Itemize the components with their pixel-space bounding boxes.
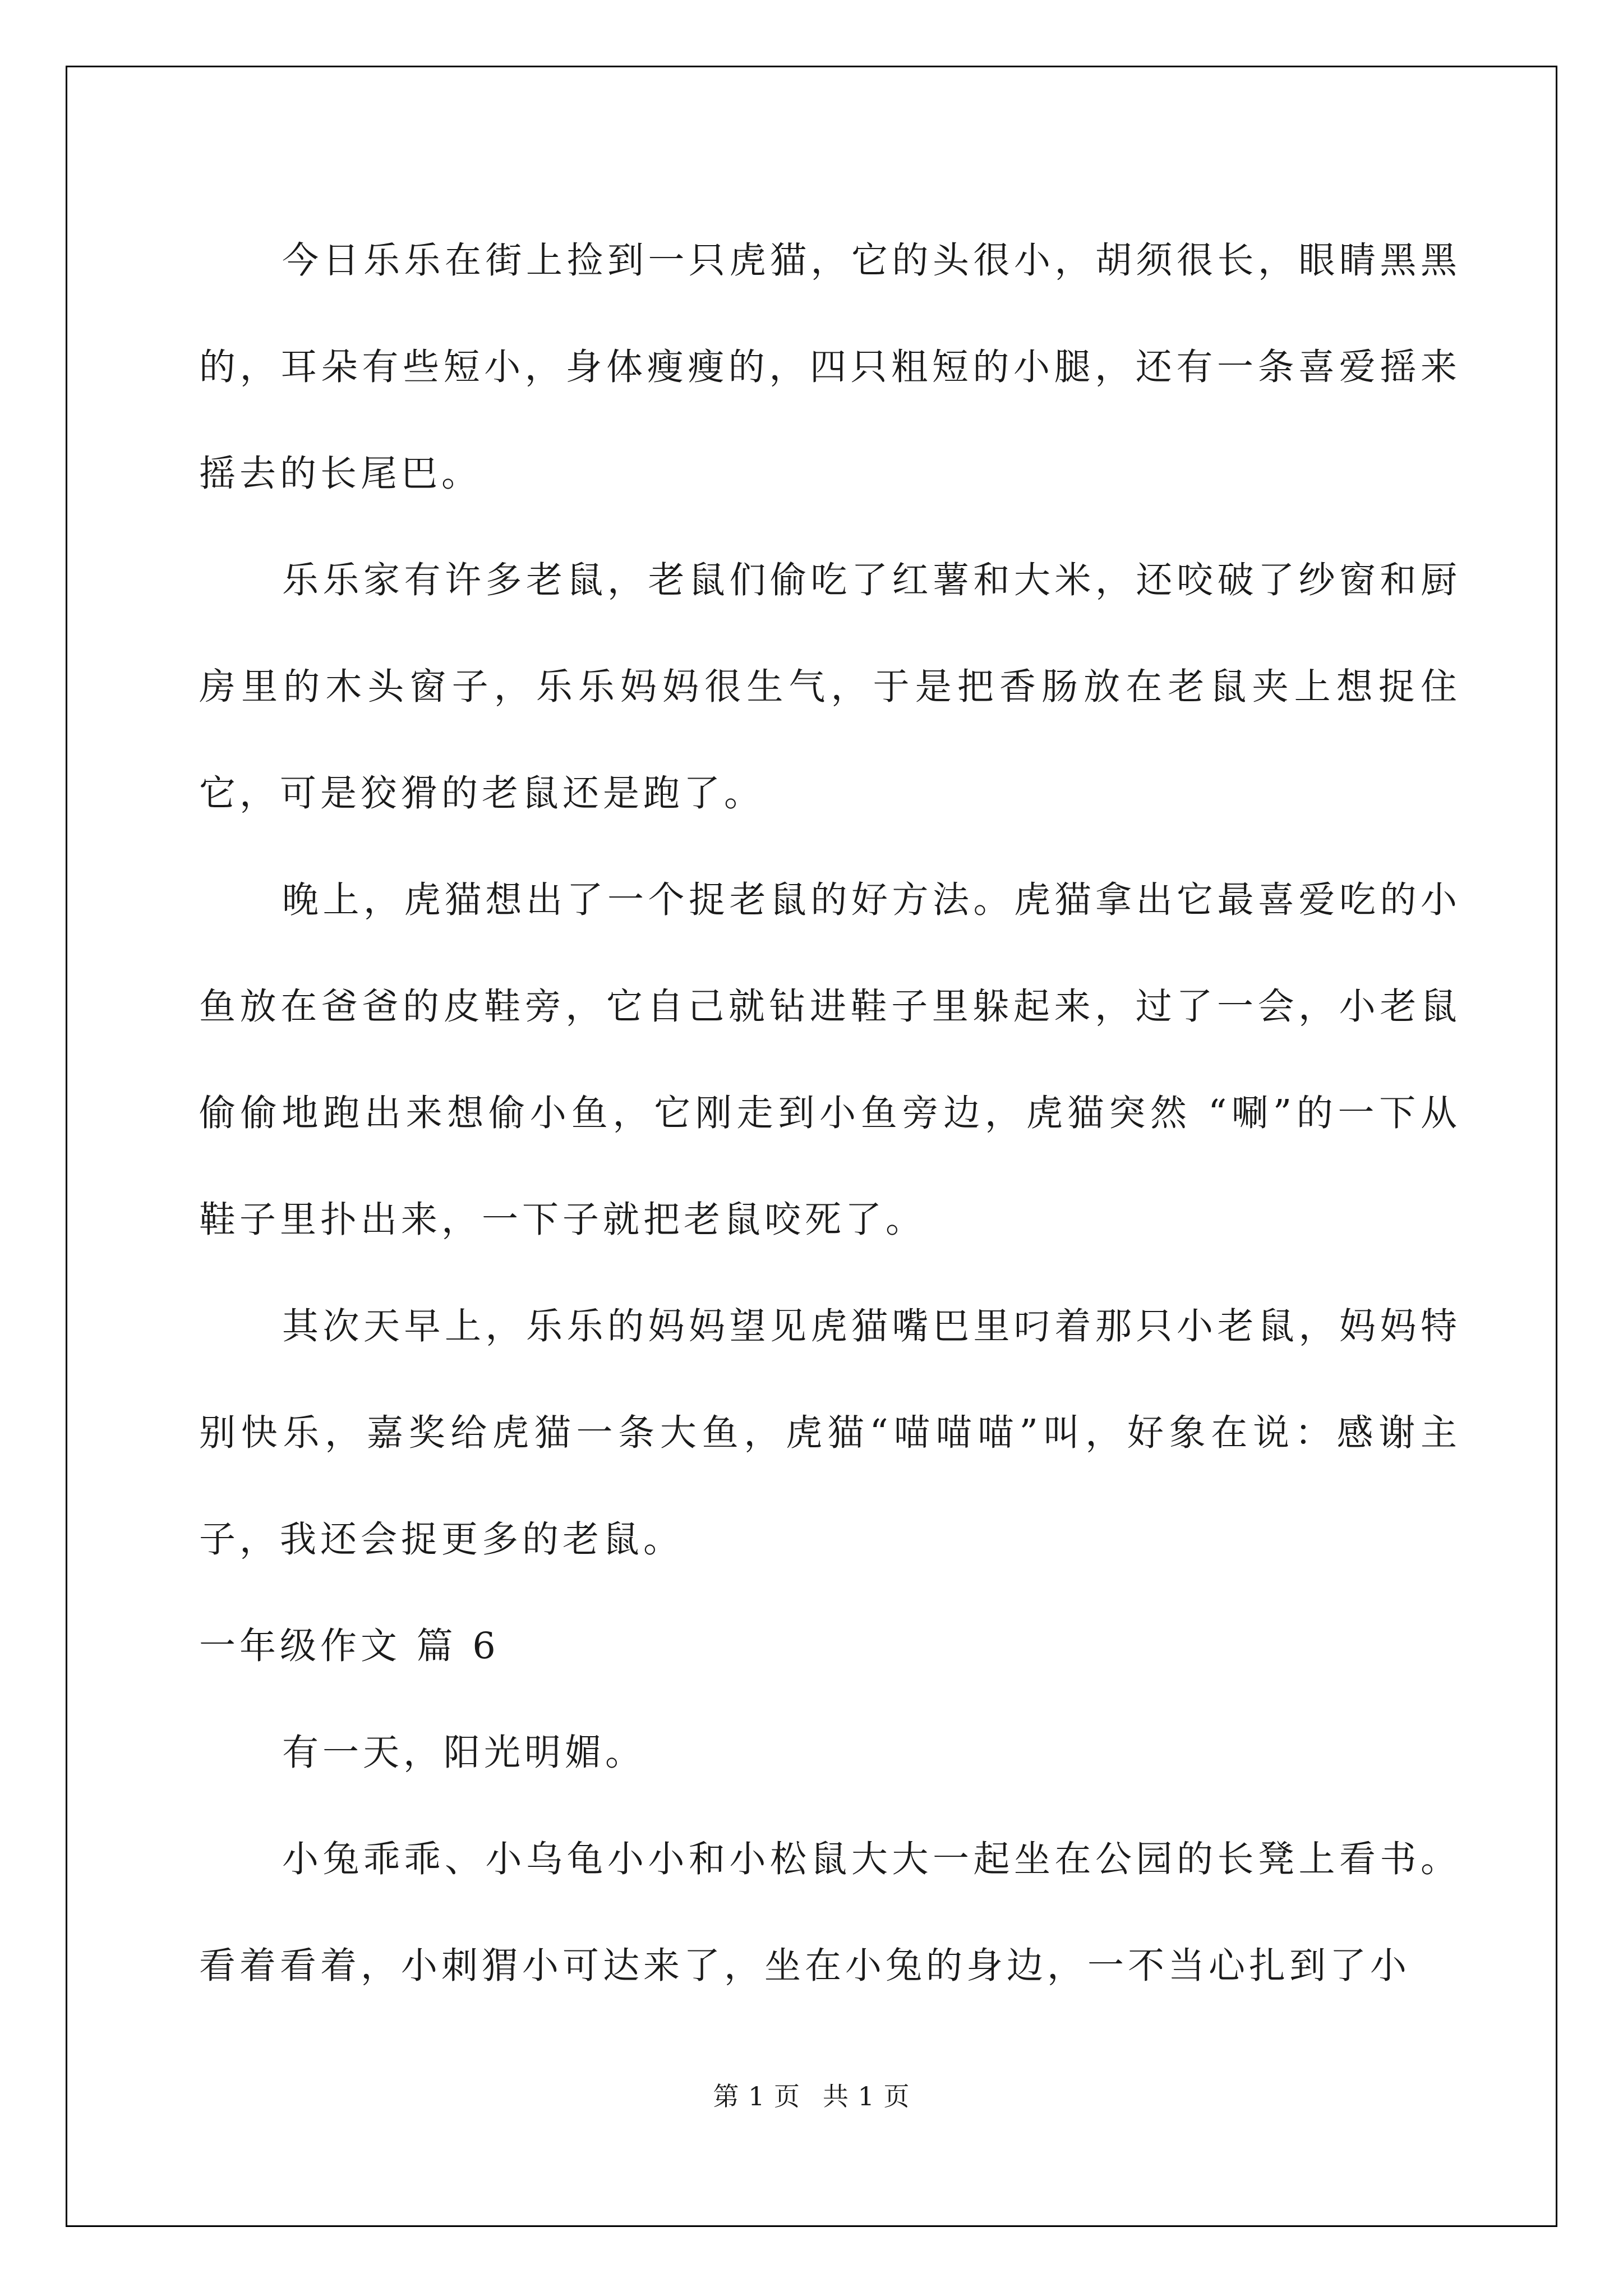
paragraph-2: 乐乐家有许多老鼠，老鼠们偷吃了红薯和大米，还咬破了纱窗和厨房里的木头窗子，乐乐妈妈很生气，于是把香肠放在老鼠夹上想捉住它，可是狡猾的老鼠还是跑了。 <box>199 559 1461 815</box>
section-paragraph-2: 小兔乖乖、小乌龟小小和小松鼠大大一起坐在公园的长凳上看书。看着看着，小刺猬小可达来了，坐在小兔的身边，一不当心扎到了小 <box>199 1838 1461 1987</box>
paragraph-3: 晚上，虎猫想出了一个捉老鼠的好方法。虎猫拿出它最喜爱吃的小鱼放在爸爸的皮鞋旁，它自己就钻进鞋子里躲起来，过了一会，小老鼠偷偷地跑出来想偷小鱼，它刚走到小鱼旁边，虎猫突然 “唰”的一下从鞋子里扑出来，一下子就把老鼠咬死了。 <box>199 879 1461 1241</box>
section-heading: 一年级作文 篇 6 <box>199 1625 500 1667</box>
page-total: 共 1 页 <box>823 2081 910 2111</box>
document-body <box>199 208 1461 2019</box>
paragraph-1: 今日乐乐在街上捡到一只虎猫，它的头很小，胡须很长，眼睛黑黑的，耳朵有些短小，身体瘦瘦的，四只粗短的小腿，还有一条喜爱摇来摇去的长尾巴。 <box>199 240 1461 495</box>
section-paragraph-1: 有一天，阳光明媚。 <box>282 1732 646 1774</box>
page-number: 第 1 页 <box>713 2081 800 2111</box>
paragraph-4: 其次天早上，乐乐的妈妈望见虎猫嘴巴里叼着那只小老鼠，妈妈特别快乐，嘉奖给虎猫一条大鱼，虎猫“喵喵喵”叫，好象在说：感谢主子，我还会捉更多的老鼠。 <box>199 1305 1461 1561</box>
page-footer <box>0 2079 1623 2113</box>
